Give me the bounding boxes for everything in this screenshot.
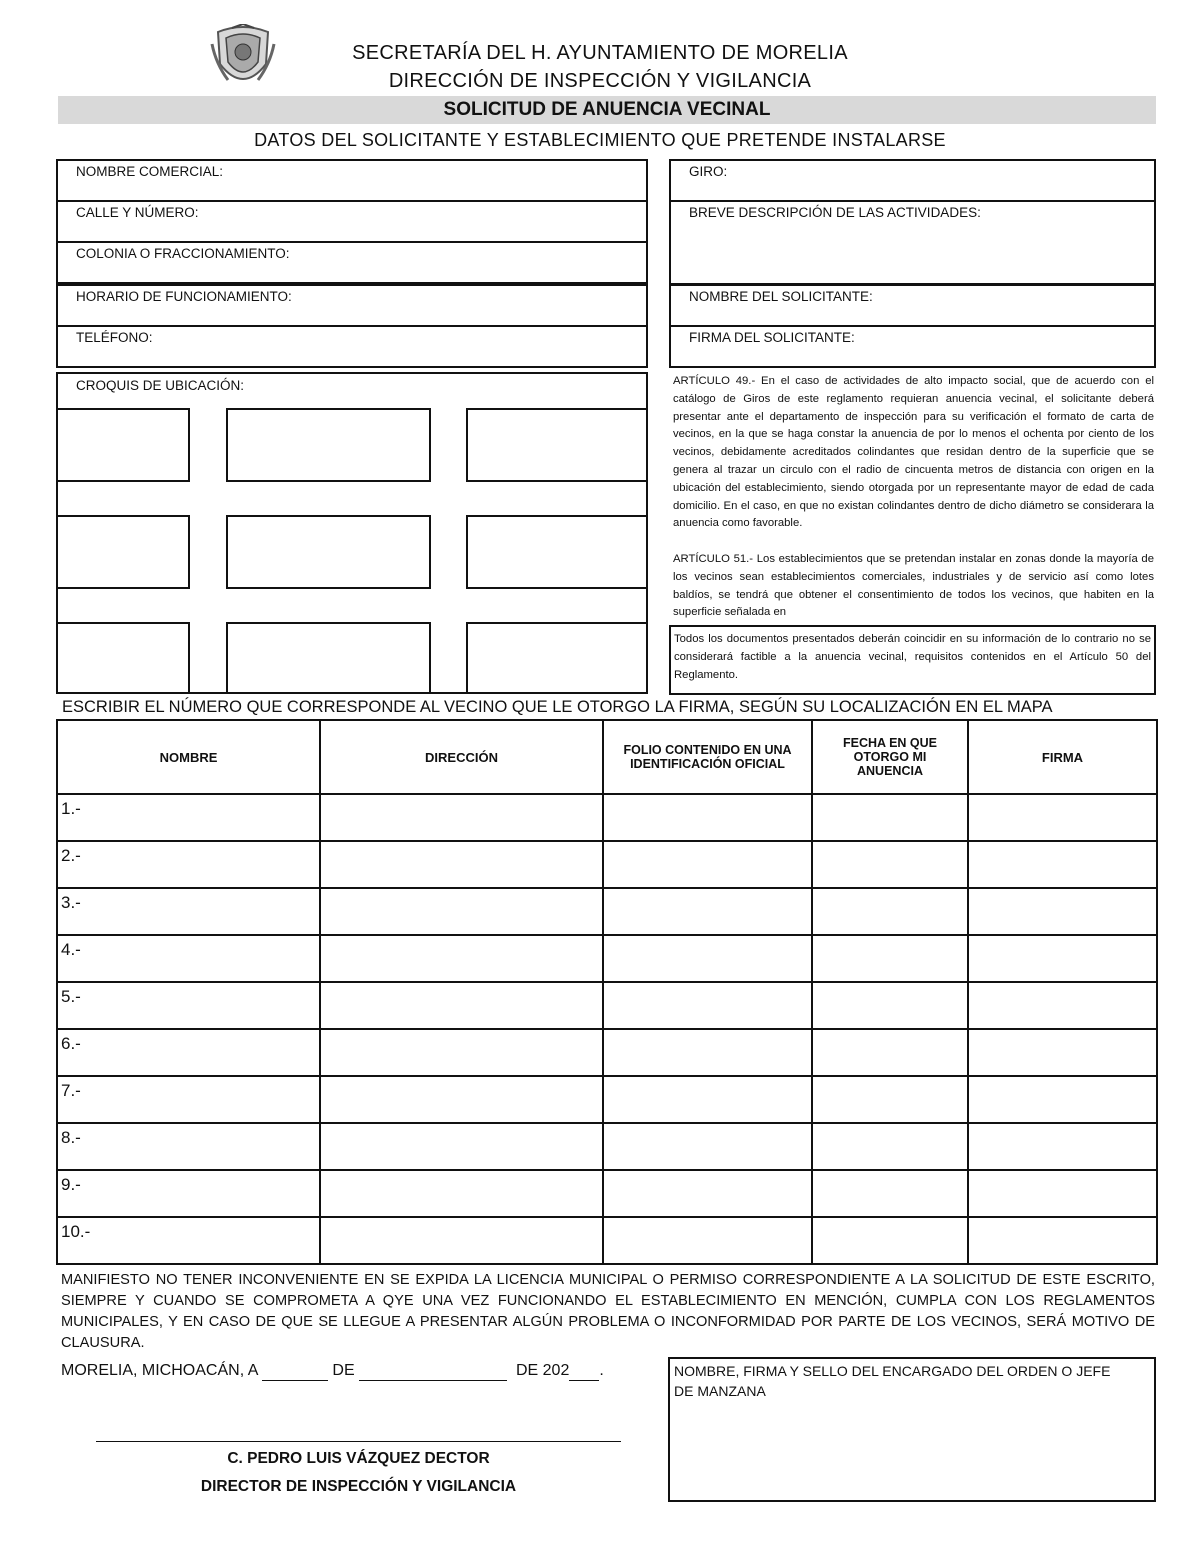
- col-header-folio: FOLIO CONTENIDO EN UNA IDENTIFICACIÓN OFICIAL: [603, 720, 812, 794]
- form-title-bar: [58, 96, 1156, 124]
- date-year-prefix: DE 202: [515, 1362, 570, 1379]
- folio-cell[interactable]: [603, 888, 812, 935]
- firma-cell[interactable]: [968, 982, 1157, 1029]
- map-block: [226, 622, 431, 694]
- folio-cell[interactable]: [603, 1029, 812, 1076]
- month-blank[interactable]: [359, 1362, 507, 1381]
- field-descripcion[interactable]: [669, 200, 1156, 285]
- firma-cell[interactable]: [968, 1076, 1157, 1123]
- table-row: [57, 1217, 1157, 1264]
- folio-cell[interactable]: [603, 1170, 812, 1217]
- folio-cell[interactable]: [603, 982, 812, 1029]
- signature-line[interactable]: [96, 1441, 621, 1442]
- direccion-cell[interactable]: [320, 935, 603, 982]
- map-block: [56, 622, 190, 694]
- field-firma-solicitante[interactable]: [669, 325, 1156, 368]
- instruction-text: ESCRIBIR EL NÚMERO QUE CORRESPONDE AL VECINO QUE LE OTORGO LA FIRMA, SEGÚN SU LOCALIZACIÓN EN EL MAPA: [62, 698, 1053, 716]
- date-de: DE: [332, 1362, 355, 1379]
- form-title: SOLICITUD DE ANUENCIA VECINAL: [443, 99, 771, 120]
- encargado-label: NOMBRE, FIRMA Y SELLO DEL ENCARGADO DEL ORDEN O JEFE DE MANZANA: [674, 1363, 1111, 1399]
- row-number-cell[interactable]: 7.-: [57, 1076, 320, 1123]
- field-nombre-comercial[interactable]: [56, 159, 648, 202]
- col-header-fecha: FECHA EN QUE OTORGO MI ANUENCIA: [812, 720, 968, 794]
- direccion-cell[interactable]: [320, 1076, 603, 1123]
- table-row: [57, 1029, 1157, 1076]
- table-row: [57, 1170, 1157, 1217]
- field-calle-numero[interactable]: [56, 200, 648, 243]
- direccion-cell[interactable]: [320, 1170, 603, 1217]
- row-number-cell[interactable]: 8.-: [57, 1123, 320, 1170]
- field-telefono[interactable]: [56, 325, 648, 368]
- row-number-cell[interactable]: 2.-: [57, 841, 320, 888]
- folio-cell[interactable]: [603, 935, 812, 982]
- row-number-cell[interactable]: 3.-: [57, 888, 320, 935]
- section-title: DATOS DEL SOLICITANTE Y ESTABLECIMIENTO QUE PRETENDE INSTALARSE: [254, 130, 946, 150]
- folio-cell[interactable]: [603, 1123, 812, 1170]
- day-blank[interactable]: [262, 1362, 328, 1381]
- table-row: [57, 794, 1157, 841]
- col-header-direccion: DIRECCIÓN: [320, 720, 603, 794]
- field-horario[interactable]: [56, 284, 648, 327]
- neighbors-table: [56, 719, 1158, 1265]
- firma-cell[interactable]: [968, 1123, 1157, 1170]
- map-block: [466, 408, 648, 482]
- field-giro[interactable]: [669, 159, 1156, 202]
- firma-cell[interactable]: [968, 794, 1157, 841]
- firma-cell[interactable]: [968, 1029, 1157, 1076]
- map-block: [56, 408, 190, 482]
- map-block: [226, 515, 431, 589]
- map-block: [466, 515, 648, 589]
- table-row: [57, 935, 1157, 982]
- fecha-cell[interactable]: [812, 1076, 968, 1123]
- folio-cell[interactable]: [603, 1217, 812, 1264]
- article-51: ARTÍCULO 51.- Los establecimientos que se pretendan instalar en zonas donde la mayoría de los vecinos sean establecimientos comerciales, industriales y de servicio así como lotes baldíos, se tendrá que obtener el consentimiento de todos los vecinos, que habiten en la superficie señalada en: [673, 553, 1154, 619]
- map-block: [226, 408, 431, 482]
- firma-cell[interactable]: [968, 841, 1157, 888]
- direccion-cell[interactable]: [320, 794, 603, 841]
- direccion-cell[interactable]: [320, 1217, 603, 1264]
- fecha-cell[interactable]: [812, 1123, 968, 1170]
- firma-cell[interactable]: [968, 1170, 1157, 1217]
- field-label: HORARIO DE FUNCIONAMIENTO:: [76, 289, 292, 304]
- fecha-cell[interactable]: [812, 1029, 968, 1076]
- fecha-cell[interactable]: [812, 935, 968, 982]
- fecha-cell[interactable]: [812, 1170, 968, 1217]
- table-row: [57, 1123, 1157, 1170]
- field-nombre-solicitante[interactable]: [669, 284, 1156, 327]
- header-line1: SECRETARÍA DEL H. AYUNTAMIENTO DE MORELIA: [352, 42, 848, 64]
- field-label: NOMBRE COMERCIAL:: [76, 164, 224, 179]
- declaration-text: MANIFIESTO NO TENER INCONVENIENTE EN SE EXPIDA LA LICENCIA MUNICIPAL O PERMISO CORRESPONDIENTE A LA SOLICITUD DE ESTE ESCRITO, SIEMPRE Y CUANDO SE COMPROMETA A QYE UNA VEZ FUNCIONANDO EL ESTABLECIMIENTO EN MENCIÓN, CUMPLA CON LOS REGLAMENTOS MUNICIPALES, Y EN CASO DE QUE SE LLEGUE A PRESENTAR ALGÚN PROBLEMA O INCONFORMIDAD POR PARTE DE LOS VECINOS, SERÁ MOTIVO DE CLAUSURA.: [61, 1272, 1155, 1351]
- signatory-title: DIRECTOR DE INSPECCIÓN Y VIGILANCIA: [200, 1478, 517, 1495]
- col-header-nombre: NOMBRE: [57, 720, 320, 794]
- row-number-cell[interactable]: 9.-: [57, 1170, 320, 1217]
- documents-note-text: Todos los documentos presentados deberán coincidir en su información de lo contrario no se considerará factible a la anuencia vecinal, requisitos contenidos en el Artículo 50 del Reglamento.: [674, 633, 1151, 681]
- table-row: [57, 888, 1157, 935]
- croquis-label: CROQUIS DE UBICACIÓN:: [76, 378, 245, 393]
- folio-cell[interactable]: [603, 794, 812, 841]
- fecha-cell[interactable]: [812, 841, 968, 888]
- field-label: FIRMA DEL SOLICITANTE:: [689, 330, 855, 345]
- firma-cell[interactable]: [968, 1217, 1157, 1264]
- field-label: COLONIA O FRACCIONAMIENTO:: [76, 246, 290, 261]
- field-label: GIRO:: [689, 164, 728, 179]
- folio-cell[interactable]: [603, 841, 812, 888]
- date-end: .: [599, 1362, 604, 1379]
- header-line2: DIRECCIÓN DE INSPECCIÓN Y VIGILANCIA: [388, 70, 812, 92]
- direccion-cell[interactable]: [320, 1029, 603, 1076]
- direccion-cell[interactable]: [320, 1123, 603, 1170]
- field-label: TELÉFONO:: [76, 330, 153, 345]
- field-label: NOMBRE DEL SOLICITANTE:: [689, 289, 873, 304]
- col-header-firma: FIRMA: [968, 720, 1157, 794]
- table-row: [57, 1076, 1157, 1123]
- field-colonia[interactable]: [56, 241, 648, 284]
- table-row: [57, 982, 1157, 1029]
- fecha-cell[interactable]: [812, 982, 968, 1029]
- signatory-name: C. PEDRO LUIS VÁZQUEZ DECTOR: [227, 1450, 490, 1467]
- year-blank[interactable]: [569, 1362, 599, 1381]
- map-block: [56, 515, 190, 589]
- field-label: CALLE Y NÚMERO:: [76, 205, 199, 220]
- fecha-cell[interactable]: [812, 1217, 968, 1264]
- folio-cell[interactable]: [603, 1076, 812, 1123]
- map-block: [466, 622, 648, 694]
- firma-cell[interactable]: [968, 935, 1157, 982]
- direccion-cell[interactable]: [320, 841, 603, 888]
- fecha-cell[interactable]: [812, 794, 968, 841]
- date-prefix: MORELIA, MICHOACÁN, A: [61, 1362, 258, 1379]
- firma-cell[interactable]: [968, 888, 1157, 935]
- row-number-cell[interactable]: 10.-: [57, 1217, 320, 1264]
- encargado-box[interactable]: [668, 1357, 1156, 1502]
- row-number-cell[interactable]: 1.-: [57, 794, 320, 841]
- direccion-cell[interactable]: [320, 888, 603, 935]
- row-number-cell[interactable]: 4.-: [57, 935, 320, 982]
- documents-note: [669, 625, 1156, 695]
- row-number-cell[interactable]: 5.-: [57, 982, 320, 1029]
- date-line: [61, 1362, 604, 1381]
- article-49: ARTÍCULO 49.- En el caso de actividades de alto impacto social, que de acuerdo con el catálogo de Giros de este reglamento requieran anuencia vecinal, el solicitante deberá presentar ante el departamento de inspección para su verificación el formato de carta de vecinos, en la que se haga constar la anuencia de por lo menos el ochenta por ciento de los vecinos, debidamente acreditados colindantes que residan dentro de la superficie que se genera al trazar un circulo con el radio de cincuenta metros de distancia con origen en la ubicación del establecimiento, siendo otorgada por un representante mayor de edad de cada domicilio. En el caso, en que no existan colindantes dentro de dicho diámetro se considerara la anuencia como favorable.: [673, 375, 1154, 530]
- direccion-cell[interactable]: [320, 982, 603, 1029]
- fecha-cell[interactable]: [812, 888, 968, 935]
- table-row: [57, 841, 1157, 888]
- field-label: BREVE DESCRIPCIÓN DE LAS ACTIVIDADES:: [689, 205, 981, 220]
- row-number-cell[interactable]: 6.-: [57, 1029, 320, 1076]
